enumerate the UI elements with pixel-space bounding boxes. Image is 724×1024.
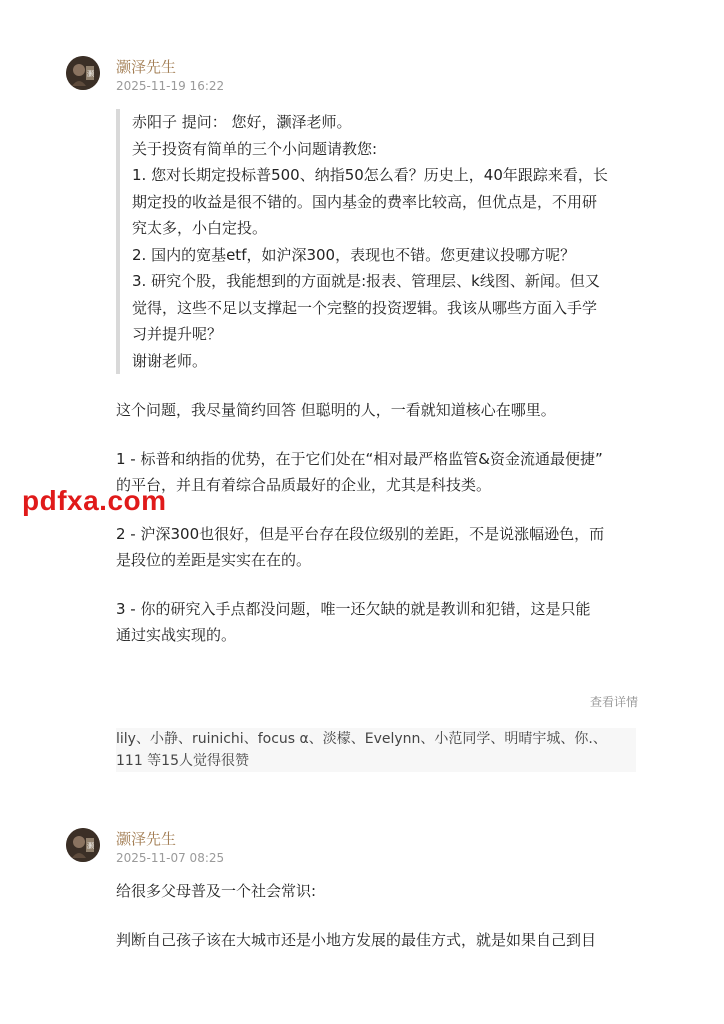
answer-line: 是段位的差距是实实在在的。 (116, 551, 312, 569)
avatar-portrait-icon (66, 828, 100, 862)
likes-line: lily、小静、ruinichi、focus α、淡檬、Evelynn、小范同学、明晴宇城、你.、 (116, 731, 607, 747)
avatar[interactable] (66, 828, 100, 862)
answer-line: 通过实战实现的。 (116, 626, 237, 644)
post-header (66, 828, 656, 878)
answer-line: 的平台，并且有着综合品质最好的企业，尤其是科技类。 (116, 476, 492, 494)
quote-line: 1. 您对长期定投标普500、纳指50怎么看？历史上，40年跟踪来看，长 (132, 166, 608, 184)
avatar-portrait-icon (66, 56, 100, 90)
post-timestamp: 2025-11-19 16:22 (116, 79, 225, 93)
quote-line: 2. 国内的宽基etf，如沪深300，表现也不错。您更建议投哪方呢？ (132, 245, 576, 264)
quote-line: 3. 研究个股，我能想到的方面就是:报表、管理层、k线图、新闻。但又 (132, 272, 600, 290)
answer-body (116, 397, 656, 649)
svg-text:灏: 灏 (87, 70, 94, 78)
post-timestamp: 2025-11-07 08:25 (116, 851, 225, 865)
post-header (66, 56, 656, 106)
quote-line: 谢谢老师。 (132, 351, 208, 370)
avatar[interactable] (66, 56, 100, 90)
likes-line: 111 等15人觉得很赞 (116, 753, 249, 769)
answer-line: 给很多父母普及一个社会常识: (116, 882, 317, 900)
author-name[interactable]: 灏泽先生 (116, 830, 177, 848)
answer-line: 2 - 沪深300也很好，但是平台存在段位级别的差距，不是说涨幅逊色，而 (116, 524, 605, 543)
answer-line: 这个问题，我尽量简约回答 但聪明的人，一看就知道核心在哪里。 (116, 401, 556, 419)
answer-body (116, 878, 656, 953)
quote-line: 关于投资有简单的三个小问题请教您: (132, 139, 378, 158)
answer-line: 3 - 你的研究入手点都没问题，唯一还欠缺的就是教训和犯错，这是只能 (116, 599, 591, 618)
quote-line: 觉得，这些不足以支撑起一个完整的投资逻辑。我该从哪些方面入手学 (132, 298, 598, 317)
watermark-text: pdfxa.com (22, 485, 167, 516)
quote-line: 习并提升呢？ (132, 325, 223, 343)
quoted-question (116, 109, 656, 374)
likes-summary[interactable] (116, 728, 636, 772)
quote-line: 究太多，小白定投。 (132, 219, 268, 237)
author-name[interactable]: 灏泽先生 (116, 58, 177, 76)
post-2 (66, 828, 656, 949)
view-details-link[interactable]: 查看详情 (589, 695, 638, 709)
answer-line: 1 - 标普和纳指的优势，在于它们处在“相对最严格监管&资金流通最便捷” (116, 449, 603, 468)
quote-line: 期定投的收益是很不错的。国内基金的费率比较高，但优点是，不用研 (132, 192, 598, 211)
quote-line: 赤阳子 提问： 您好，灏泽老师。 (132, 113, 352, 131)
answer-line: 判断自己孩子该在大城市还是小地方发展的最佳方式，就是如果自己到目 (116, 930, 597, 949)
svg-text:灏: 灏 (87, 842, 94, 850)
